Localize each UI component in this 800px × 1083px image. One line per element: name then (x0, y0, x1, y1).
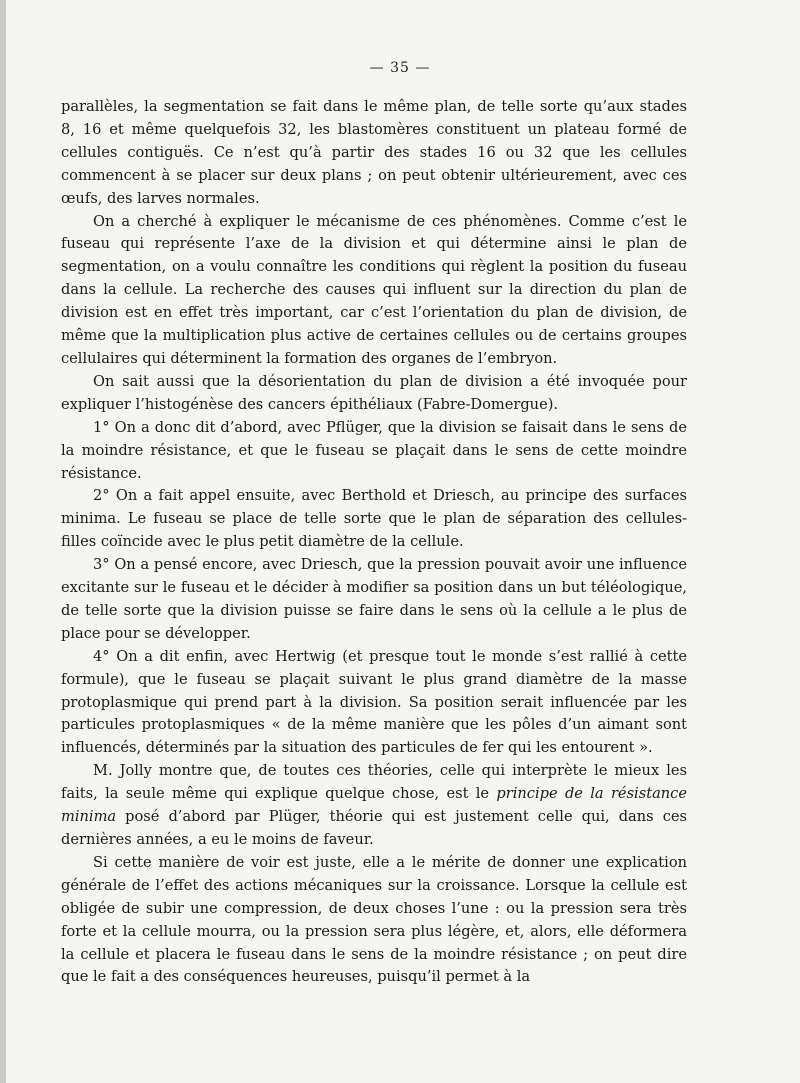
paragraph-2: On a cherché à expliquer le mécanisme de ces phénomènes. Comme c’est le fuseau qui représente l’axe de la division et qui détermine ainsi le plan de segmentation, on a voulu connaître les conditions qui règlent la position du fuseau dans la cellule. La recherche des causes qui influent sur la direction du plan de division est en effet très important, car c’est l’orientation du plan de division, de même que la multiplication plus active de certaines cellules ou de certains groupes cellulaires qui déterminent la formation des organes de l’embryon. (61, 212, 687, 367)
paragraph-9: Si cette manière de voir est juste, elle a le mérite de donner une explication générale de l’effet des actions mécaniques sur la croissance. Lorsque la cellule est obligée de subir une compression, de deux choses l’une : ou la pression sera très forte et la cellule mourra, ou la pression sera plus légère, et, alors, elle déformera la cellule et placera le fuseau dans le sens de la moindre résistance ; on peut dire que le fait a des conséquences heureuses, puisqu’il permet à la (61, 853, 687, 986)
paragraph-8-text-before: M. Jolly montre que, de toutes ces théories, celle qui interprète le mieux les faits, la seule même qui explique quelque chose, est le (61, 762, 687, 803)
paragraph-4: 1° On a donc dit d’abord, avec Pflüger, que la division se faisait dans le sens de la moindre résistance, et que le fuseau se plaçait dans le sens de cette moindre résistance. (61, 418, 687, 482)
scan-edge (0, 0, 6, 1083)
paragraph-5: 2° On a fait appel ensuite, avec Berthold et Driesch, au principe des surfaces minima. Le fuseau se place de telle sorte que le plan de séparation des cellules-filles coïncide avec le plus petit diamètre de la cellule. (61, 487, 687, 551)
paragraph-8 (61, 760, 687, 852)
page-number: — 35 — (369, 60, 431, 76)
body-text (61, 96, 687, 989)
paragraph-7: 4° On a dit enfin, avec Hertwig (et presque tout le monde s’est rallié à cette formule), que le fuseau se plaçait suivant le plus grand diamètre de la masse protoplasmique qui prend part à la division. Sa position serait influencée par les particules protoplasmiques « de la même manière que les pôles d’un aimant sont influencés, déterminés par la situation des particules de fer qui les entourent ». (61, 647, 687, 757)
paragraph-8-text-after: posé d’abord par Plüger, théorie qui est justement celle qui, dans ces dernières années, a eu le moins de faveur. (61, 808, 687, 848)
paragraph-1: parallèles, la segmentation se fait dans le même plan, de telle sorte qu’aux stades 8, 16 et même quelquefois 32, les blastomères constituent un plateau formé de cellules contiguës. Ce n’est qu’à partir des stades 16 ou 32 que les cellules commencent à se placer sur deux plans ; on peut obtenir ultérieurement, avec ces œufs, des larves normales. (61, 98, 687, 207)
paragraph-8-italic: principe de la résistance minima (61, 785, 687, 826)
paragraph-3: On sait aussi que la désorientation du plan de division a été invoquée pour expliquer l’histogénèse des cancers épithéliaux (Fabre-Domergue). (61, 372, 687, 413)
paragraph-6: 3° On a pensé encore, avec Driesch, que la pression pouvait avoir une influence excitante sur le fuseau et le décider à modifier sa position dans un but téléologique, de telle sorte que la division puisse se faire dans le sens où la cellule a le plus de place pour se développer. (61, 556, 687, 642)
